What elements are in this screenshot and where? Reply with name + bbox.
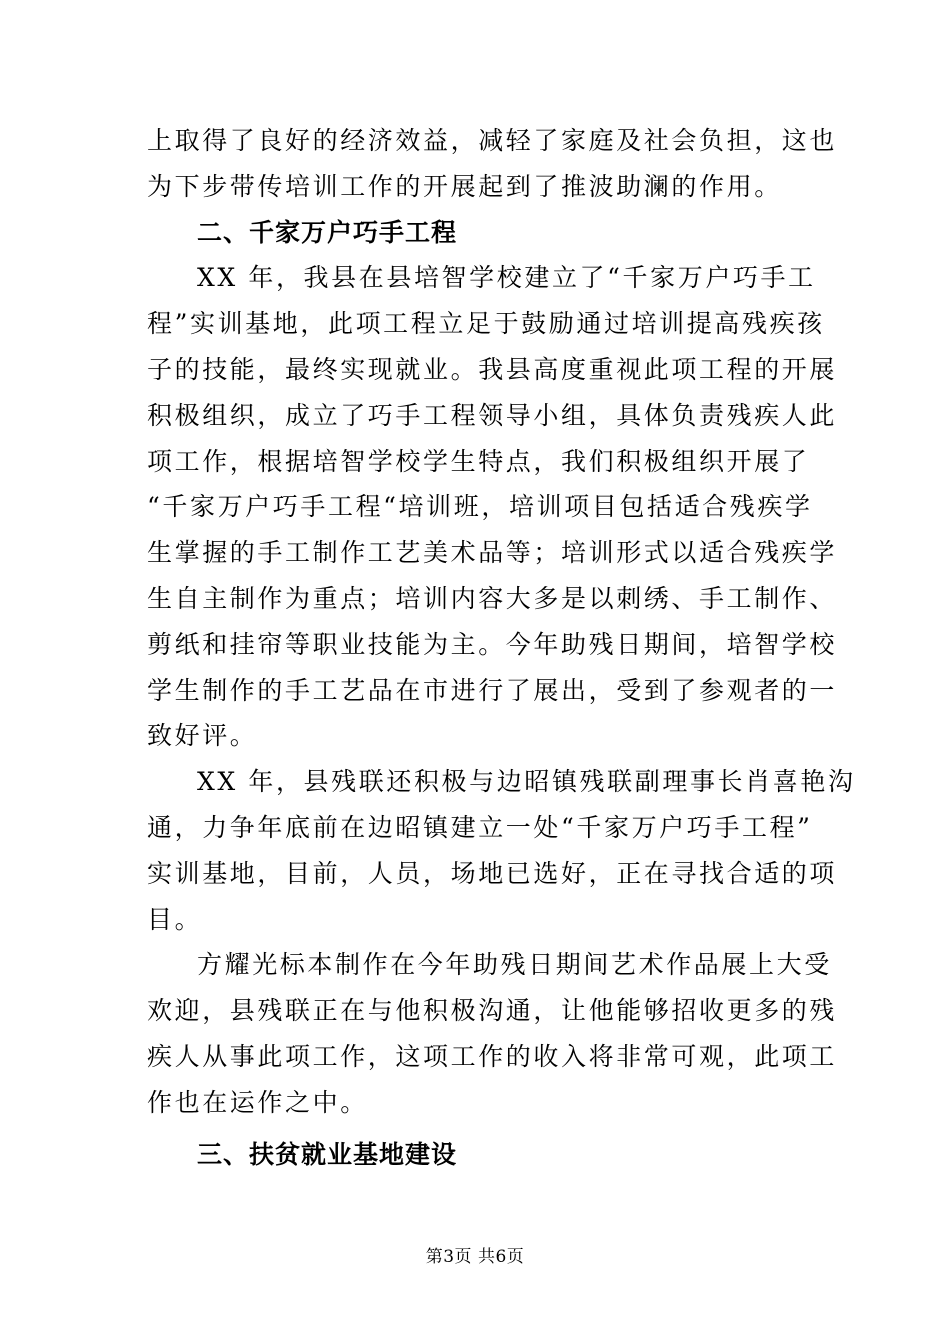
text-line: 疾人从事此项工作，这项工作的收入将非常可观，此项工 [147, 1041, 838, 1071]
paragraph-first-line: 方耀光标本制作在今年助残日期间艺术作品展上大受 [197, 950, 832, 980]
text-line: 上取得了良好的经济效益，减轻了家庭及社会负担，这也 [147, 126, 838, 155]
page-number-footer: 第3页 共6页 [425, 1247, 525, 1267]
section-heading: 三、扶贫就业基地建设 [197, 1139, 458, 1169]
text-line: 为下步带传培训工作的开展起到了推波助澜的作用。 [147, 171, 782, 201]
document-body [147, 118, 856, 1177]
text-line: “千家万户巧手工程“培训班，培训项目包括适合残疾学 [147, 492, 813, 522]
text-line: 实训基地，目前，人员，场地已选好，正在寻找合适的项 [147, 858, 838, 888]
text-line: 生掌握的手工制作工艺美术品等；培训形式以适合残疾学 [147, 538, 838, 568]
text-line: 积极组织，成立了巧手工程领导小组，具体负责残疾人此 [147, 400, 838, 430]
text-line: 生自主制作为重点；培训内容大多是以刺绣、手工制作、 [147, 583, 838, 613]
text-line: 致好评。 [147, 721, 258, 751]
text-line: 学生制作的手工艺品在市进行了展出，受到了参观者的一 [147, 675, 838, 705]
text-line: 通，力争年底前在边昭镇建立一处“千家万户巧手工程” [147, 812, 813, 842]
text-line: 子的技能，最终实现就业。我县高度重视此项工程的开展 [147, 354, 838, 384]
text-line: 作也在运作之中。 [147, 1087, 368, 1117]
paragraph-first-line: XX 年，我县在县培智学校建立了“千家万户巧手工 [197, 263, 816, 293]
paragraph-first-line: XX 年，县残联还积极与边昭镇残联副理事长肖喜艳沟 [197, 767, 856, 797]
text-line: 项工作，根据培智学校学生特点，我们积极组织开展了 [147, 446, 810, 476]
section-heading: 二、千家万户巧手工程 [197, 217, 458, 247]
text-line: 目。 [147, 904, 203, 934]
text-line: 剪纸和挂帘等职业技能为主。今年助残日期间，培智学校 [147, 629, 838, 659]
text-line: 欢迎，县残联正在与他积极沟通，让他能够招收更多的残 [147, 996, 838, 1026]
text-line: 程”实训基地，此项工程立足于鼓励通过培训提高残疾孩 [147, 309, 825, 339]
